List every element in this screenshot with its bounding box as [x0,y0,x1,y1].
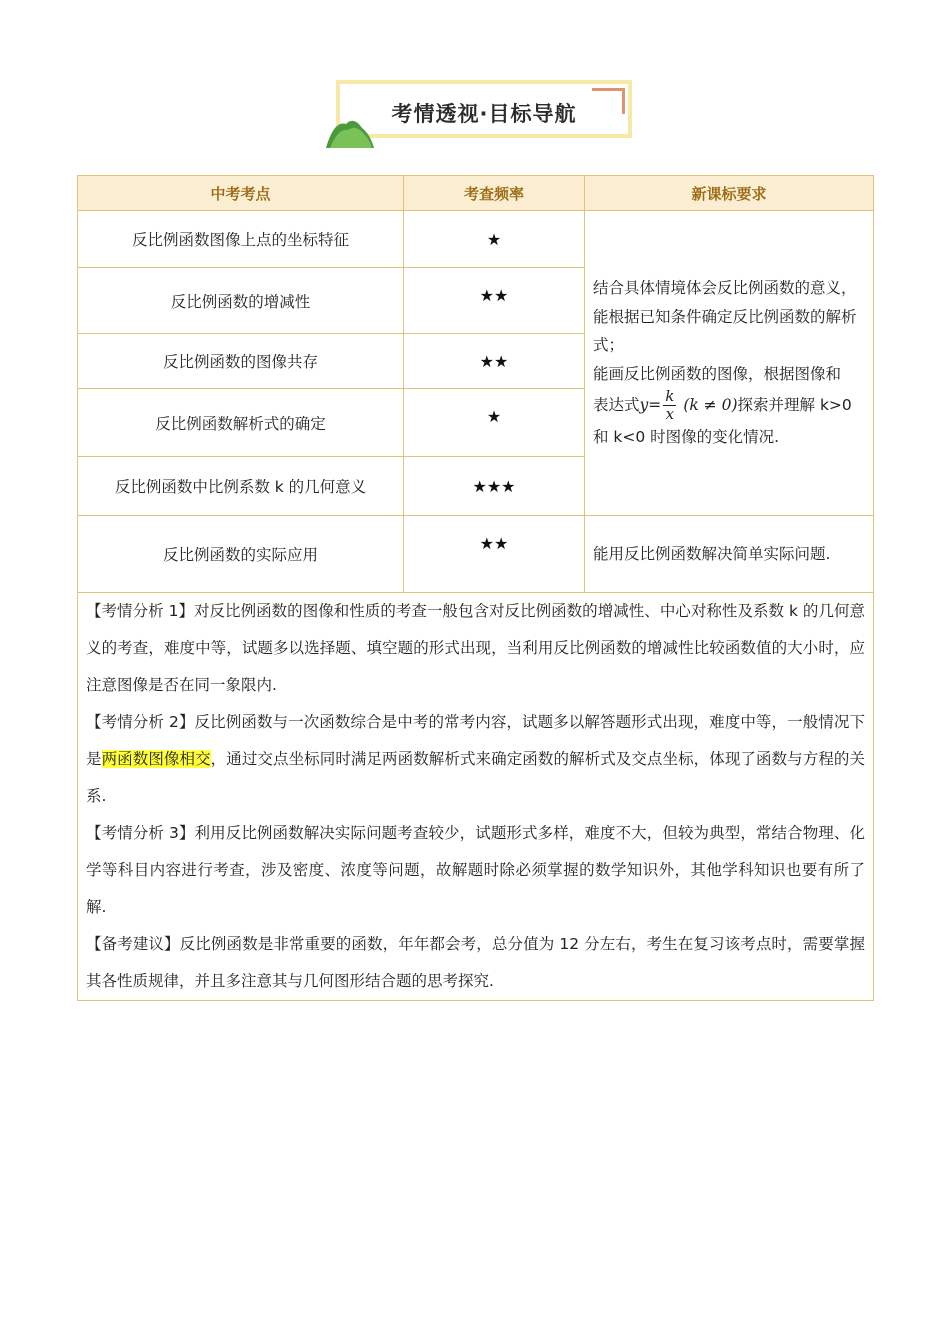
analysis-paragraph [86,704,865,815]
topic-cell: 反比例函数的增减性 [78,268,404,334]
analysis-text: 【考情分析 2】反比例函数与一次函数综合是中考的常考内容，试题多以解答题形式出现，难度中等，一般情况下是 [86,713,865,768]
requirement-text: 结合具体情境体会反比例函数的意义，能根据已知条件确定反比例函数的解析式； [593,279,857,355]
highlighted-text: 两函数图像相交 [101,750,211,768]
frequency-cell: ★ [404,211,585,268]
analysis-row [78,593,874,1001]
banner-frame [336,80,632,138]
table-row [78,516,874,593]
requirement-cell [585,211,874,516]
topic-cell: 反比例函数的图像共存 [78,334,404,389]
analysis-paragraph: 【考情分析 1】对反比例函数的图像和性质的考查一般包含对反比例函数的增减性、中心对称性及系数 k 的几何意义的考查，难度中等，试题多以选择题、填空题的形式出现，当利用反比例函数的增减性比较函数值的大小时，应注意图像是否在同一象限内. [86,602,865,694]
analysis-cell [78,593,874,1001]
requirement-cell: 能用反比例函数解决简单实际问题. [585,516,874,593]
table-header-row [78,176,874,211]
topic-cell: 反比例函数解析式的确定 [78,389,404,457]
analysis-text: ，通过交点坐标同时满足两函数解析式来确定函数的解析式及交点坐标，体现了函数与方程的关系. [86,750,865,805]
formula-y: y [639,396,649,415]
banner-title: 考情透视·目标导航 [391,102,577,126]
banner-accent-line [622,88,625,114]
column-header: 新课标要求 [585,176,874,211]
frequency-cell: ★★ [404,516,585,593]
formula-condition: (k ≠ 0) [683,396,738,415]
fraction-numerator: k [665,387,675,406]
exam-topics-table [77,175,874,1001]
analysis-paragraph: 【考情分析 3】利用反比例函数解决实际问题考查较少，试题形式多样，难度不大，但较为典型，常结合物理、化学等科目内容进行考查，涉及密度、浓度等问题，故解题时除必须掌握的数学知识外，其他学科知识也要有所了解. [86,824,865,916]
hills-icon [326,116,378,148]
section-banner [326,78,638,148]
requirement-text: 探索并理解 k>0 [737,396,852,415]
analysis-paragraph: 【备考建议】反比例函数是非常重要的函数，年年都会考，总分值为 12 分左右，考生在复习该考点时，需要掌握其各性质规律，并且多注意其与几何图形结合题的思考探究. [86,935,865,990]
formula-equals: = [648,396,662,415]
topic-cell: 反比例函数图像上点的坐标特征 [78,211,404,268]
formula-fraction [663,388,676,423]
requirement-text: 能画反比例函数的图像，根据图像和 [593,364,842,383]
topic-cell: 反比例函数的实际应用 [78,516,404,593]
fraction-denominator: x [665,405,675,424]
requirement-text: 和 k<0 时图像的变化情况. [593,428,780,447]
frequency-cell: ★★★ [404,457,585,516]
column-header: 考查频率 [404,176,585,211]
frequency-cell: ★★ [404,268,585,334]
table-row [78,211,874,268]
frequency-cell: ★★ [404,334,585,389]
column-header: 中考考点 [78,176,404,211]
frequency-cell: ★ [404,389,585,457]
topic-cell: 反比例函数中比例系数 k 的几何意义 [78,457,404,516]
requirement-text: 表达式 [593,396,640,415]
banner-accent-line [592,88,622,91]
